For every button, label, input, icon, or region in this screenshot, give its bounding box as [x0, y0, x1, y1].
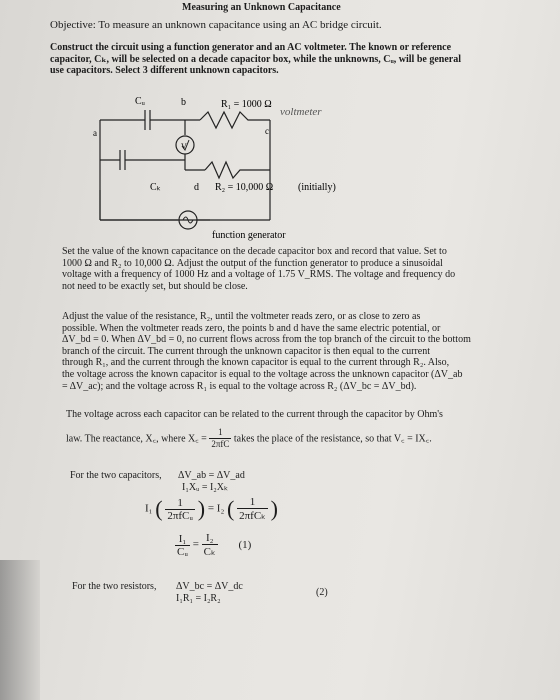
reactance-text-2: takes the place of the resistance, so that V꜀ = IX꜀.: [233, 432, 432, 444]
cap-equation-1: ΔV_ab = ΔV_ad: [178, 470, 245, 481]
label-c: c: [265, 126, 269, 136]
resistors-label: For the two resistors,: [72, 581, 157, 592]
fraction-denominator: Cₖ: [203, 546, 216, 558]
intro-line: capacitor, Cₖ, will be selected on a decade capacitor box, while the unknowns, Cᵤ, will be general: [50, 53, 461, 65]
eq-fraction: [202, 532, 218, 558]
fraction-denominator: 2πfC: [211, 439, 230, 450]
setup-paragraph: [62, 246, 455, 292]
para-line: not need to be exactly set, but should be close.: [62, 280, 248, 292]
circuit-diagram: [0, 90, 560, 330]
equation-number: (2): [316, 587, 328, 598]
para-line: voltage with a frequency of 1000 Hz and a voltage of 1.75 V_RMS. The voltage and frequency do: [62, 269, 456, 281]
eq-fraction: [175, 533, 190, 558]
label-function-generator: function generator: [212, 230, 286, 241]
voltmeter-label: V: [181, 142, 187, 151]
label-cu: Cᵤ: [135, 96, 145, 107]
para-line: = ΔV_ac); and the voltage across R₁ is equal to the voltage across R₂ (ΔV_bc = ΔV_bd).: [62, 380, 417, 392]
para-line: Set the value of the known capacitance on the decade capacitor box and record that value. Set to: [62, 246, 447, 257]
label-b: b: [181, 97, 186, 108]
label-r1: R₁ = 1000 Ω: [221, 99, 272, 110]
label-r2: R₂ = 10,000 Ω: [215, 182, 274, 193]
cap-equation-4: $\frac{\text{I₁}}{\text{Cᵤ}}$ = $\frac{\text{I₂}}{\text{Cₖ}}$ (1): [177, 532, 252, 558]
fraction-numerator: I₂: [202, 532, 218, 545]
para-line: The voltage across each capacitor can be related to the current through the capacitor by Ohm's: [66, 409, 443, 420]
reactance-text: law. The reactance, X꜀, where X꜀ =: [66, 432, 207, 444]
reactance-line: [66, 427, 443, 451]
adjust-paragraph: [62, 311, 471, 392]
cap-equation-2: I₁Xᵤ = I₂Xₖ: [182, 482, 229, 493]
eq-current-2: I₂: [216, 502, 225, 515]
eq-current-1: I₁: [145, 502, 153, 515]
reactance-fraction: [209, 427, 231, 451]
intro-line: Construct the circuit using a function generator and an AC voltmeter. The known or reference: [50, 42, 452, 53]
para-line: through R₁, and the current through the known capacitor is equal to the current through R₂. Also,: [62, 357, 450, 369]
fraction-denominator: Cᵤ: [177, 545, 188, 558]
label-r2-note: (initially): [298, 182, 336, 193]
fraction-numerator: 1: [237, 496, 268, 509]
intro-paragraph: [50, 42, 461, 77]
voltmeter-handwritten-note: voltmeter: [280, 106, 322, 118]
para-line: Adjust the value of the resistance, R₂, until the voltmeter reads zero, or as close to zero as: [62, 311, 421, 322]
capacitors-label: For the two capacitors,: [70, 470, 162, 481]
label-d: d: [194, 182, 199, 193]
eq-fraction: [237, 496, 268, 522]
para-line: possible. When the voltmeter reads zero, the points b and d have the same electric potential, or: [62, 322, 441, 334]
page-shadow: [0, 560, 40, 700]
para-line: the voltage across the known capacitor is equal to the voltage across the unknown capacitor (ΔV_ab: [62, 368, 463, 380]
res-equation-2: I₁R₁ = I₂R₂: [176, 593, 221, 604]
label-a: a: [93, 128, 97, 138]
fraction-numerator: 1: [165, 497, 195, 510]
cap-equation-3: I₁ ( $\frac{1}{\text{2πfCᵤ}}$ ) = I₂ ( $\frac{1}{\text{2πfCₖ}}$ ): [145, 496, 278, 522]
objective: Objective: To measure an unknown capacitance using an AC bridge circuit.: [50, 19, 382, 31]
label-ck: Cₖ: [150, 182, 161, 193]
fraction-denominator: 2πfCᵤ: [167, 509, 193, 522]
para-line: branch of the circuit. The current through the unknown capacitor is then equal to the current: [62, 345, 431, 357]
eq-fraction: [165, 497, 195, 522]
ohms-law-paragraph: [66, 409, 443, 451]
fraction-numerator: I₁: [175, 533, 190, 546]
equation-number: (1): [238, 538, 252, 551]
para-line: 1000 Ω and R₂ to 10,000 Ω. Adjust the output of the function generator to produce a sinusoidal: [62, 257, 443, 269]
intro-line: use capacitors. Select 3 different unknown capacitors.: [50, 65, 279, 77]
page-title: Measuring an Unknown Capacitance: [182, 2, 341, 13]
fraction-denominator: 2πfCₖ: [239, 510, 266, 522]
res-equation-1: ΔV_bc = ΔV_dc: [176, 581, 243, 592]
para-line: ΔV_bd = 0. When ΔV_bd = 0, no current flows across from the top branch of the circuit to the bottom: [62, 334, 471, 346]
fraction-numerator: 1: [209, 427, 231, 440]
